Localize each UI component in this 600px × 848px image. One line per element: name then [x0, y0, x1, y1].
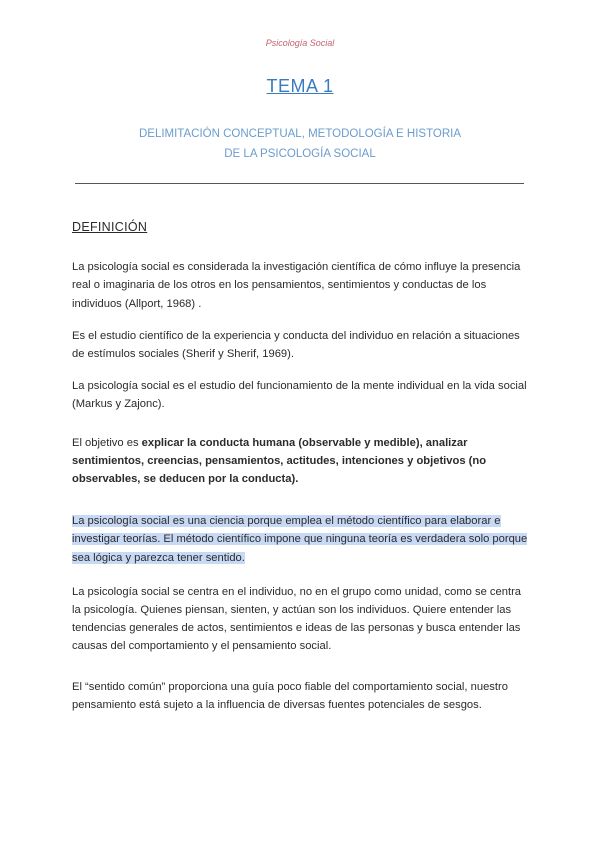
paragraph-individual: La psicología social se centra en el individuo, no en el grupo como unidad, como se centra la psicología. Quienes piensan, sienten, y actúan son los individuos. Quiere entender las tendencias generales de actos, sentimientos e ideas de las personas y busca entender las causas del comportamiento y el pensamiento social. [72, 585, 522, 653]
page-title: TEMA 1 [266, 76, 334, 96]
subtitle [0, 124, 600, 164]
paragraph-common-sense: El “sentido común” proporciona una guía poco fiable del comportamiento social, nuestro pensamiento está sujeto a la influencia de diversas fuentes potenciales de sesgos. [72, 680, 508, 711]
section-heading: DEFINICIÓN [72, 220, 148, 234]
highlighted-text[interactable]: La psicología social es una ciencia porque emplea el método científico para elaborar e investigar teorías. El método científico impone que ninguna teoría es verdadera solo porque sea lógica y parezca tener sentido. [72, 515, 528, 564]
paragraph-science [72, 512, 530, 567]
objective-bold: explicar la conducta humana (observable y medible), analizar sentimientos, creencias, pensamientos, actitudes, intenciones y objetivos (no observables, se deducen por la conducta). [72, 436, 487, 486]
paragraph-objective [72, 434, 530, 489]
horizontal-divider [75, 183, 524, 184]
running-header: Psicología Social [265, 38, 335, 48]
subtitle-line-1: DELIMITACIÓN CONCEPTUAL, METODOLOGÍA E HISTORIA [138, 128, 462, 140]
paragraph-sherif: Es el estudio científico de la experiencia y conducta del individuo en relación a situaciones de estímulos sociales (Sherif y Sherif, 1969). [72, 329, 520, 361]
objective-lead: El objetivo es [72, 436, 142, 449]
subtitle-line-2: DE LA PSICOLOGÍA SOCIAL [224, 148, 376, 160]
paragraph-allport: La psicología social es considerada la investigación científica de cómo influye la presencia real o imaginaria de los otros en los pensamientos, sentimientos y conductas de los individuos (Allport, 1968) . [72, 261, 521, 310]
document-body [72, 218, 530, 728]
paragraph-markus: La psicología social es el estudio del funcionamiento de la mente individual en la vida social (Markus y Zajonc). [72, 380, 527, 411]
